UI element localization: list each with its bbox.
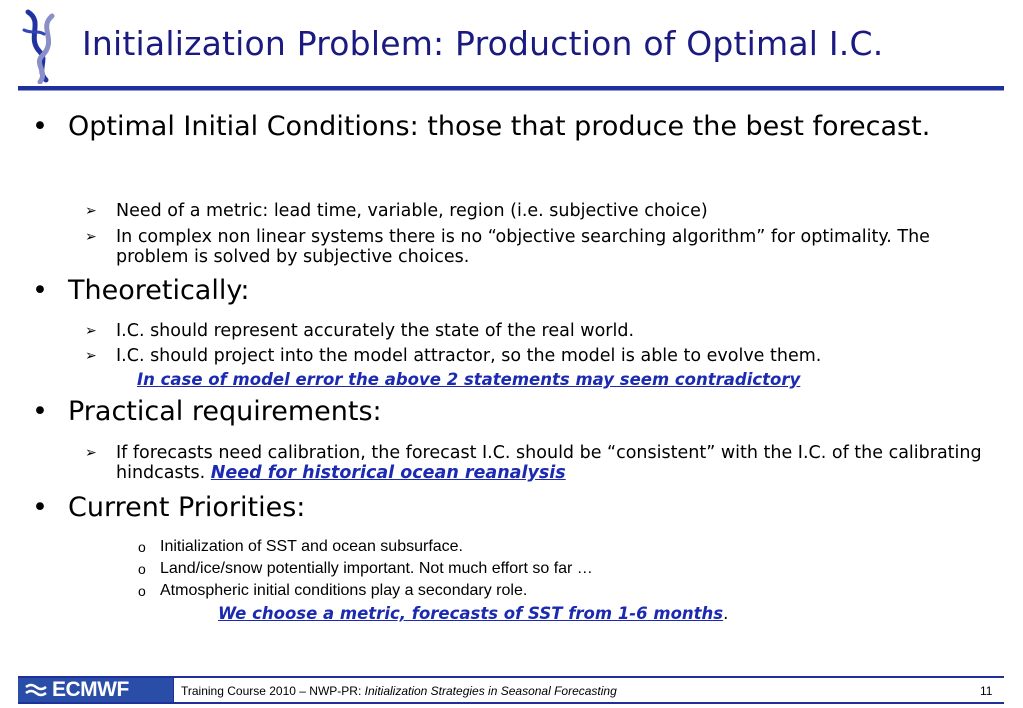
note-metric-line bbox=[218, 604, 728, 623]
bullet-marker: • bbox=[32, 275, 48, 306]
bullet-text: Current Priorities: bbox=[68, 492, 306, 523]
subbullet-text: Need of a metric: lead time, variable, region (i.e. subjective choice) bbox=[116, 201, 708, 221]
page-number: 11 bbox=[980, 684, 993, 698]
arrow-marker-icon: ➢ bbox=[85, 323, 97, 339]
bullet-text: Optimal Initial Conditions: those that produce the best forecast. bbox=[68, 111, 931, 142]
circle-marker: o bbox=[138, 561, 146, 577]
arrow-marker-icon: ➢ bbox=[85, 229, 97, 245]
bullet-marker: • bbox=[32, 111, 48, 142]
subbullet-text: I.C. should project into the model attractor, so the model is able to evolve them. bbox=[116, 346, 822, 366]
arrow-marker-icon: ➢ bbox=[85, 203, 97, 219]
arrow-marker-icon: ➢ bbox=[85, 445, 97, 461]
circle-marker: o bbox=[138, 583, 146, 599]
bullet-marker: • bbox=[32, 396, 48, 427]
circle-marker: o bbox=[138, 539, 146, 555]
footer-course-title: Initialization Strategies in Seasonal Forecasting bbox=[364, 684, 617, 698]
subbullet-text: Atmospheric initial conditions play a secondary role. bbox=[160, 582, 528, 599]
note-model-error: In case of model error the above 2 statements may seem contradictory bbox=[137, 370, 801, 389]
bullet-text: Practical requirements: bbox=[68, 396, 382, 427]
subbullet-text: I.C. should represent accurately the state of the real world. bbox=[116, 321, 635, 341]
footer-rule-bottom bbox=[18, 702, 1004, 704]
footer-course bbox=[181, 684, 617, 698]
note-metric-sst: We choose a metric, forecasts of SST from 1-6 months bbox=[218, 604, 724, 623]
subbullet-text-main: If forecasts need calibration, the forecast I.C. should be “consistent” with the I.C. of the calibrating hindcasts. bbox=[116, 443, 982, 483]
bullet-text: Theoretically: bbox=[68, 275, 250, 306]
slide-title: Initialization Problem: Production of Optimal I.C. bbox=[82, 24, 884, 63]
subbullet-text: In complex non linear systems there is no “objective searching algorithm” for optimality. The problem is solved by subjective choices. bbox=[116, 227, 930, 267]
note-ocean-reanalysis: Need for historical ocean reanalysis bbox=[210, 463, 566, 483]
note-period: . bbox=[723, 604, 729, 623]
subbullet-text bbox=[116, 443, 1006, 483]
footer-course-name: Training Course 2010 – NWP-PR: bbox=[181, 684, 365, 698]
bullet-marker: • bbox=[32, 492, 48, 523]
subbullet-text: Land/ice/snow potentially important. Not much effort so far … bbox=[160, 560, 593, 577]
arrow-marker-icon: ➢ bbox=[85, 348, 97, 364]
ecmwf-footer-logo bbox=[18, 678, 174, 702]
subbullet-text: Initialization of SST and ocean subsurface. bbox=[160, 538, 463, 555]
ecmwf-wordmark: ECMWF bbox=[52, 678, 129, 701]
